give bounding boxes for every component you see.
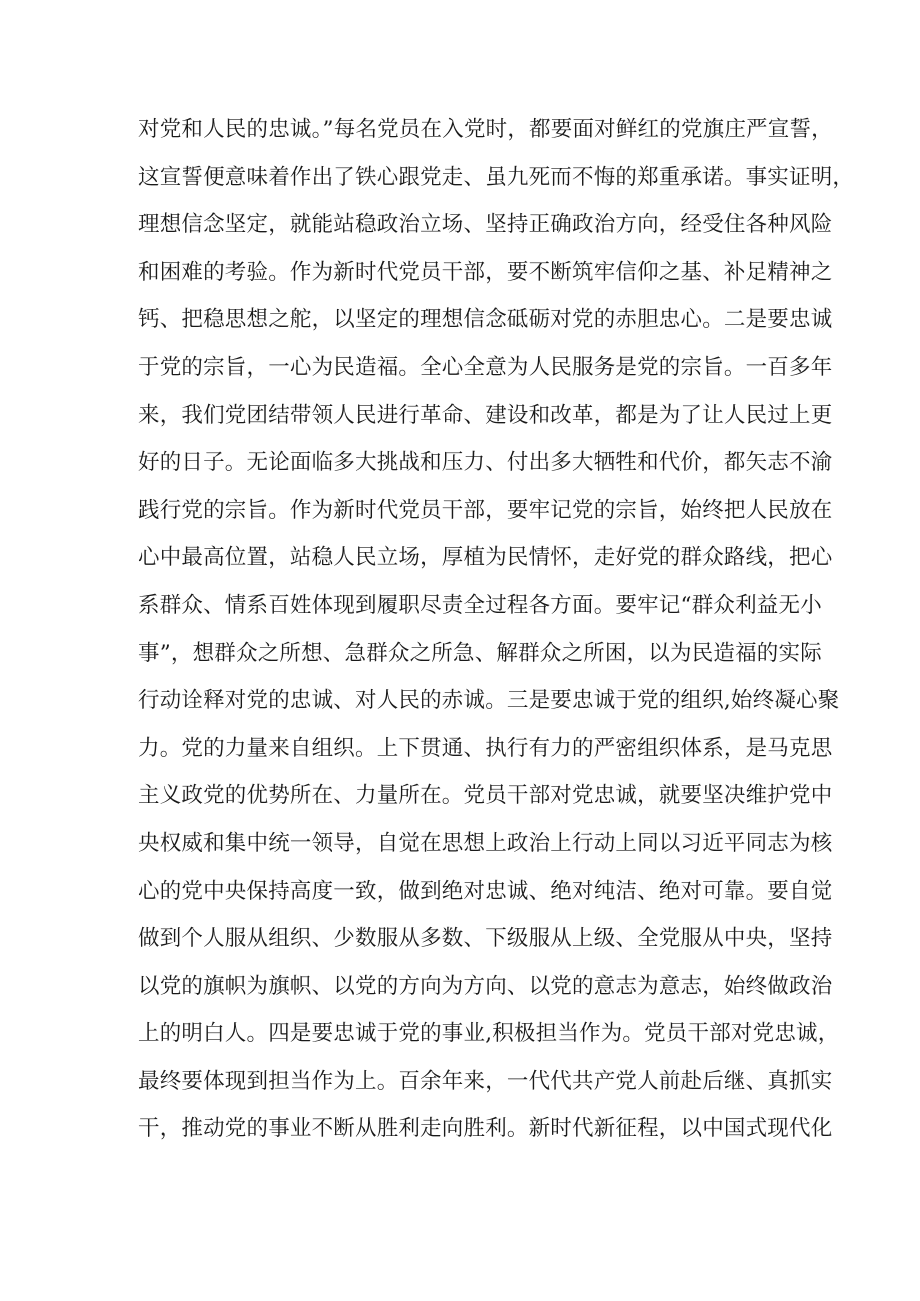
text-line: 主义政党的优势所在、力量所在。党员干部对党忠诚，就要坚决维护党中 bbox=[138, 783, 833, 809]
text-line: 央权威和集中统一领导，自觉在思想上政治上行动上同以习近平同志为核 bbox=[138, 830, 833, 856]
text-line: 心的党中央保持高度一致，做到绝对忠诚、绝对纯洁、绝对可靠。要自觉 bbox=[138, 878, 833, 904]
text-line: 事”，想群众之所想、急群众之所急、解群众之所困，以为民造福的实际 bbox=[138, 640, 822, 666]
text-line: 上的明白人。四是要忠诚于党的事业,积极担当作为。党员干部对党忠诚， bbox=[138, 1021, 840, 1047]
text-line: 理想信念坚定，就能站稳政治立场、坚持正确政治方向，经受住各种风险 bbox=[138, 212, 833, 238]
text-line: 最终要体现到担当作为上。百余年来，一代代共产党人前赴后继、真抓实 bbox=[138, 1068, 833, 1094]
text-line: 行动诠释对党的忠诚、对人民的赤诚。三是要忠诚于党的组织,始终凝心聚 bbox=[138, 688, 840, 714]
text-line: 钙、把稳思想之舵，以坚定的理想信念砥砺对党的赤胆忠心。二是要忠诚 bbox=[138, 307, 833, 333]
text-line: 来，我们党团结带领人民进行革命、建设和改革，都是为了让人民过上更 bbox=[138, 402, 833, 428]
text-line: 做到个人服从组织、少数服从多数、下级服从上级、全党服从中央，坚持 bbox=[138, 926, 833, 952]
text-line: 干，推动党的事业不断从胜利走向胜利。新时代新征程，以中国式现代化 bbox=[138, 1116, 833, 1142]
text-line: 和困难的考验。作为新时代党员干部，要不断筑牢信仰之基、补足精神之 bbox=[138, 259, 833, 285]
text-line: 践行党的宗旨。作为新时代党员干部，要牢记党的宗旨，始终把人民放在 bbox=[138, 497, 833, 523]
text-line: 对党和人民的忠诚。”每名党员在入党时，都要面对鲜红的党旗庄严宣誓， bbox=[138, 117, 833, 142]
text-line: 于党的宗旨，一心为民造福。全心全意为人民服务是党的宗旨。一百多年 bbox=[138, 354, 833, 380]
text-line: 力。党的力量来自组织。上下贯通、执行有力的严密组织体系，是马克思 bbox=[138, 735, 833, 761]
text-line: 这宣誓便意味着作出了铁心跟党走、虽九死而不悔的郑重承诺。事实证明， bbox=[138, 164, 855, 190]
text-line: 心中最高位置，站稳人民立场，厚植为民情怀，走好党的群众路线，把心 bbox=[138, 545, 833, 571]
body-text bbox=[138, 106, 855, 1153]
text-line: 系群众、情系百姓体现到履职尽责全过程各方面。要牢记“群众利益无小 bbox=[138, 592, 822, 618]
text-line: 好的日子。无论面临多大挑战和压力、付出多大牺牲和代价，都矢志不渝 bbox=[138, 450, 833, 476]
text-line: 以党的旗帜为旗帜、以党的方向为方向、以党的意志为意志，始终做政治 bbox=[138, 973, 833, 999]
